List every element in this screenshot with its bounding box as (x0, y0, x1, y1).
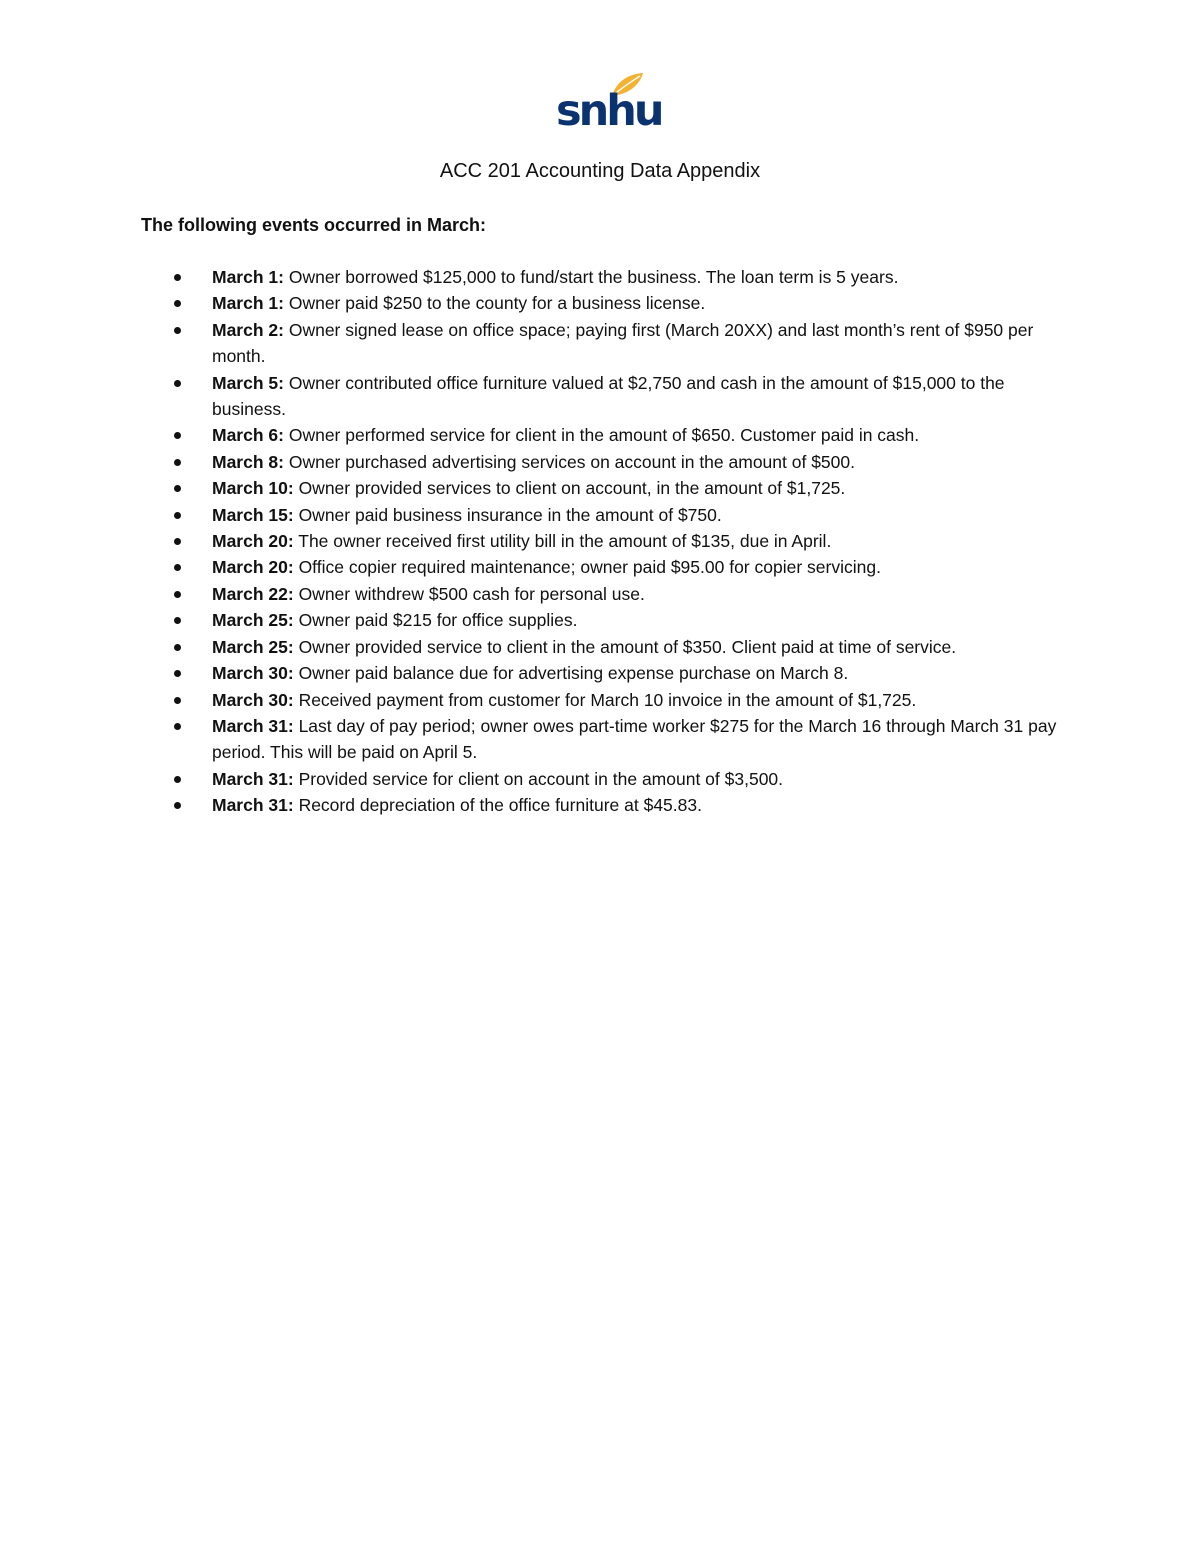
event-description: Owner signed lease on office space; paying first (March 20XX) and last month’s rent of $950 per month. (212, 319, 1034, 367)
bullet-icon (174, 459, 181, 466)
document-title: ACC 201 Accounting Data Appendix (439, 160, 761, 182)
event-date: March 31: (212, 715, 294, 736)
bullet-icon (174, 327, 181, 334)
event-description: Owner withdrew $500 cash for personal use. (293, 583, 645, 604)
event-date: March 1: (212, 267, 284, 287)
event-date: March 5: (212, 372, 284, 393)
event-description: Owner paid business insurance in the amount of $750. (293, 504, 722, 525)
event-description: Owner purchased advertising services on account in the amount of $500. (283, 451, 855, 472)
event-item (141, 422, 1081, 448)
event-date: March 31: (212, 795, 294, 816)
event-item (141, 317, 1081, 370)
event-description: The owner received first utility bill in the amount of $135, due in April. (293, 531, 832, 552)
event-date: March 25: (212, 610, 294, 631)
bullet-icon (174, 538, 181, 545)
event-description: Owner contributed office furniture valued at $2,750 and cash in the amount of $15,000 to the business. (212, 372, 1005, 420)
event-date: March 22: (212, 583, 294, 604)
bullet-icon (174, 564, 181, 571)
event-description: Owner borrowed $125,000 to fund/start the business. The loan term is 5 years. (283, 267, 899, 287)
event-item (141, 792, 1081, 818)
event-item (141, 634, 1081, 660)
bullet-icon (174, 591, 181, 598)
event-description: Owner provided services to client on account, in the amount of $1,725. (293, 478, 846, 499)
event-item (141, 581, 1081, 607)
event-item (141, 713, 1081, 766)
event-date: March 20: (212, 557, 294, 578)
event-date: March 6: (212, 425, 284, 446)
event-item (141, 660, 1081, 686)
event-description: Last day of pay period; owner owes part-time worker $275 for the March 16 through March 31 pay period. This will be paid on April 5. (212, 715, 1057, 763)
event-date: March 8: (212, 451, 284, 472)
intro-text: The following events occurred in March: (141, 215, 487, 235)
event-item (141, 687, 1081, 713)
event-date: March 1: (212, 293, 284, 314)
event-date: March 31: (212, 768, 294, 789)
event-description: Owner paid $215 for office supplies. (293, 610, 578, 631)
event-item (141, 475, 1081, 501)
event-date: March 20: (212, 531, 294, 552)
bullet-icon (174, 776, 181, 783)
event-item (141, 264, 1081, 290)
event-description: Record depreciation of the office furniture at $45.83. (293, 795, 702, 816)
snhu-logo (552, 72, 662, 136)
event-description: Office copier required maintenance; owner paid $95.00 for copier servicing. (293, 557, 881, 578)
bullet-icon (174, 485, 181, 492)
event-item (141, 766, 1081, 792)
event-item (141, 370, 1081, 423)
bullet-icon (174, 274, 181, 281)
bullet-icon (174, 617, 181, 624)
event-date: March 25: (212, 636, 294, 657)
event-item (141, 607, 1081, 633)
event-description: Owner provided service to client in the amount of $350. Client paid at time of service. (293, 636, 957, 657)
events-list (141, 264, 1081, 819)
event-date: March 15: (212, 504, 294, 525)
event-date: March 30: (212, 689, 294, 710)
event-description: Provided service for client on account in the amount of $3,500. (293, 768, 784, 789)
bullet-icon (174, 802, 181, 809)
event-description: Owner performed service for client in the amount of $650. Customer paid in cash. (283, 425, 920, 446)
event-item (141, 554, 1081, 580)
event-date: March 10: (212, 478, 294, 499)
event-item (141, 290, 1081, 316)
bullet-icon (174, 512, 181, 519)
bullet-icon (174, 432, 181, 439)
event-description: Owner paid $250 to the county for a business license. (283, 293, 706, 314)
bullet-icon (174, 723, 181, 730)
event-date: March 30: (212, 663, 294, 684)
event-description: Owner paid balance due for advertising expense purchase on March 8. (293, 663, 849, 684)
bullet-icon (174, 644, 181, 651)
bullet-icon (174, 697, 181, 704)
bullet-icon (174, 300, 181, 307)
bullet-icon (174, 380, 181, 387)
event-description: Received payment from customer for March 10 invoice in the amount of $1,725. (293, 689, 917, 710)
event-item (141, 528, 1081, 554)
logo-wordmark: snhu (556, 86, 662, 136)
event-item (141, 502, 1081, 528)
event-date: March 2: (212, 319, 284, 340)
bullet-icon (174, 670, 181, 677)
event-item (141, 449, 1081, 475)
